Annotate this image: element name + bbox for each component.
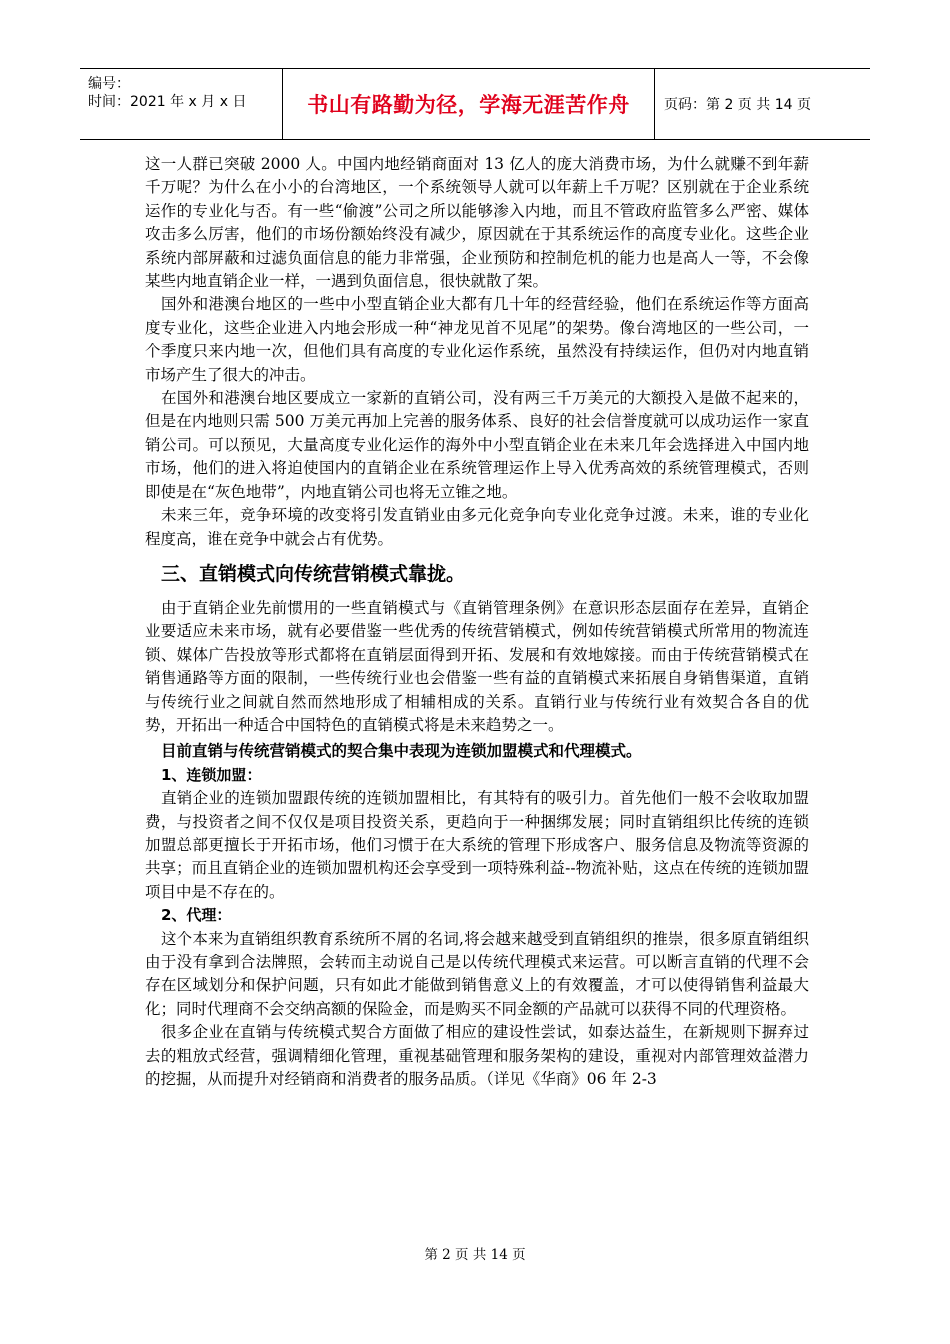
- bold-summary-line: 目前直销与传统营销模式的契合集中表现为连锁加盟模式和代理模式。: [161, 742, 642, 761]
- subheading-chain-franchise: 1、连锁加盟：: [161, 765, 262, 784]
- header-info-cell: [80, 69, 283, 139]
- document-number-label: 编号：: [88, 76, 130, 92]
- document-body: [145, 153, 809, 1091]
- page-footer: 第 2 页 共 14 页: [424, 1247, 526, 1263]
- paragraph-8: 很多企业在直销与传统模式契合方面做了相应的建设性尝试，如泰达益生，在新规则下摒弃过去的粗放式经营，强调精细化管理，重视基础管理和服务架构的建设，重视对内部管理效益潜力的挖掘，从而提升对经销商和消费者的服务品质。（详见《华商》06 年 2-3: [145, 1023, 809, 1089]
- header-motto: 书山有路勤为径，学海无涯苦作舟: [307, 93, 630, 117]
- header-table: [80, 68, 870, 140]
- paragraph-7: 这个本来为直销组织教育系统所不屑的名词,将会越来越受到直销组织的推崇，很多原直销组织由于没有拿到合法牌照，会转而主动说自己是以传统代理模式来运营。可以断言直销的代理不会存在区域划分和保护问题，只有如此才能做到销售意义上的有效覆盖，才可以使得销售利益最大化；同时代理商不会交纳高额的保险金，而是购买不同金额的产品就可以获得不同的代理资格。: [145, 929, 809, 1018]
- paragraph-1: 这一人群已突破 2000 人。中国内地经销商面对 13 亿人的庞大消费市场，为什么就赚不到年薪千万呢？为什么在小小的台湾地区，一个系统领导人就可以年薪上千万呢？区别就在于企业系统运作的专业化与否。有一些“偷渡”公司之所以能够渗入内地，而且不管政府监管多么严密、媒体攻击多么厉害，他们的市场份额始终没有减少，原因就在于其系统运作的高度专业化。这些企业系统内部屏蔽和过滤负面信息的能力非常强，企业预防和控制危机的能力也是高人一等，不会像某些内地直销企业一样，一遇到负面信息，很快就散了架。: [145, 155, 809, 291]
- document-time-label: 时间：2021 年 x 月 x 日: [88, 94, 247, 110]
- paragraph-5: 由于直销企业先前惯用的一些直销模式与《直销管理条例》在意识形态层面存在差异，直销企业要适应未来市场，就有必要借鉴一些优秀的传统营销模式，例如传统营销模式所常用的物流连锁、媒体广告投放等形式都将在直销层面得到开拓、发展和有效地嫁接。而由于传统营销模式在销售通路等方面的限制，一些传统行业也会借鉴一些有益的直销模式来拓展自身销售渠道，直销与传统行业之间就自然而然地形成了相辅相成的关系。直销行业与传统行业有效契合各自的优势，开拓出一种适合中国特色的直销模式将是未来趋势之一。: [145, 598, 809, 734]
- subheading-agency: 2、代理：: [161, 906, 232, 925]
- header-page-info: 页码：第 2 页 共 14 页: [664, 97, 811, 113]
- header-motto-cell: [283, 69, 655, 139]
- paragraph-3: 在国外和港澳台地区要成立一家新的直销公司，没有两三千万美元的大额投入是做不起来的，但是在内地则只需 500 万美元再加上完善的服务体系、良好的社会信誉度就可以成功运作一家直销公司。可以预见，大量高度专业化运作的海外中小型直销企业在未来几年会选择进入中国内地市场，他们的进入将迫使国内的直销企业在系统管理运作上导入优秀高效的系统管理模式，否则即使是在“灰色地带”，内地直销公司也将无立锥之地。: [145, 389, 809, 501]
- paragraph-2: 国外和港澳台地区的一些中小型直销企业大都有几十年的经营经验，他们在系统运作等方面高度专业化，这些企业进入内地会形成一种“神龙见首不见尾”的架势。像台湾地区的一些公司，一个季度只来内地一次，但他们具有高度的专业化运作系统，虽然没有持续运作，但仍对内地直销市场产生了很大的冲击。: [145, 295, 809, 384]
- paragraph-6: 直销企业的连锁加盟跟传统的连锁加盟相比，有其特有的吸引力。首先他们一般不会收取加盟费，与投资者之间不仅仅是项目投资关系，更趋向于一种捆绑发展；同时直销组织比传统的连锁加盟总部更擅长于开拓市场，他们习惯于在大系统的管理下形成客户、服务信息及物流等资源的共享；而且直销企业的连锁加盟机构还会享受到一项特殊利益--物流补贴，这点在传统的连锁加盟项目中是不存在的。: [145, 789, 809, 901]
- section-heading-3: 三、直销模式向传统营销模式靠拢。: [161, 562, 466, 585]
- paragraph-4: 未来三年，竞争环境的改变将引发直销业由多元化竞争向专业化竞争过渡。未来，谁的专业化程度高，谁在竞争中就会占有优势。: [145, 506, 809, 548]
